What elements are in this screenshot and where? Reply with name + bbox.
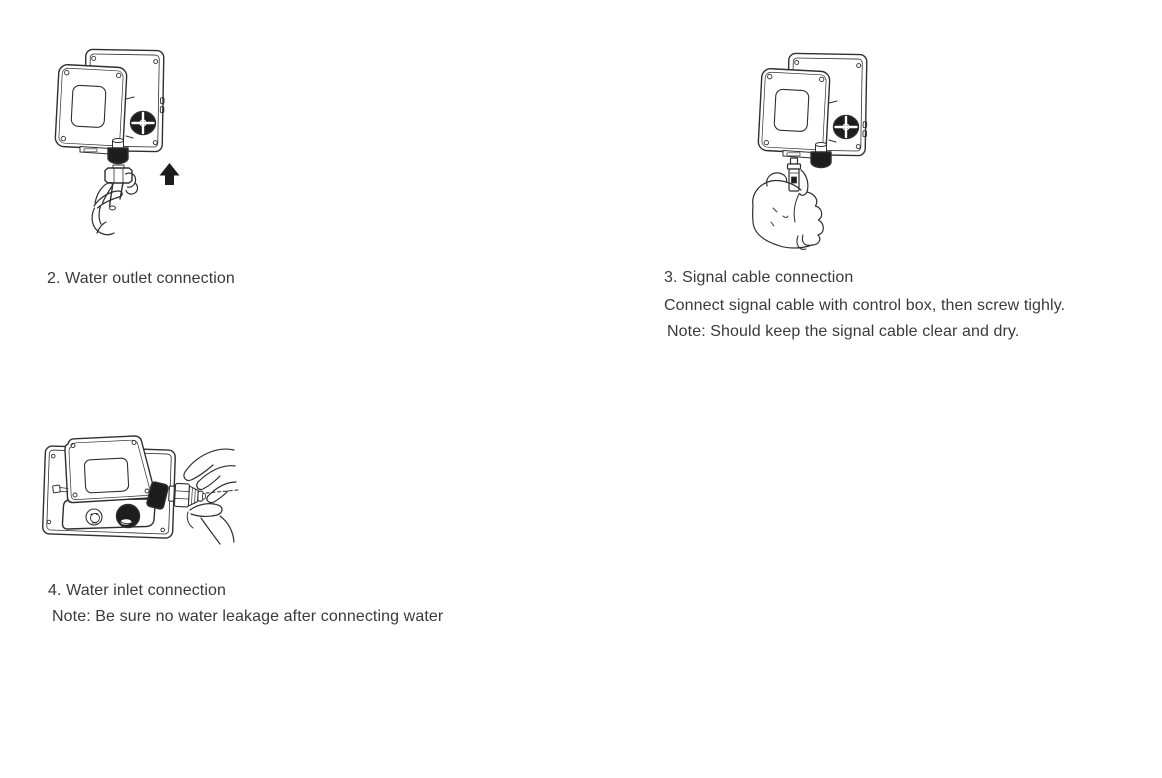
flow-adjust-knob-icon — [834, 116, 859, 139]
step3-instruction: Connect signal cable with control box, then screw tighly. — [664, 297, 1066, 314]
signal-port — [86, 509, 102, 525]
water-outlet-illustration-svg — [48, 42, 183, 237]
step3-note: Note: Should keep the signal cable clear and dry. — [667, 323, 1020, 340]
water-outlet-illustration — [48, 42, 183, 237]
step4-title: 4. Water inlet connection — [48, 582, 226, 599]
up-arrow-icon — [160, 163, 180, 185]
step3-title: 3. Signal cable connection — [664, 269, 854, 286]
signal-cable-illustration — [743, 46, 883, 256]
flow-adjust-knob-icon — [131, 112, 156, 135]
step2-title: 2. Water outlet connection — [47, 270, 235, 287]
control-box — [65, 436, 155, 503]
bottom-knob-icon — [117, 505, 140, 528]
control-box — [55, 64, 127, 149]
signal-cable-illustration-svg — [743, 46, 883, 256]
hand-icon — [753, 170, 824, 248]
inlet-hose-fitting — [168, 483, 206, 508]
signal-cable-plug — [788, 158, 801, 191]
step4-note: Note: Be sure no water leakage after connecting water — [52, 608, 444, 625]
control-box-bottom — [62, 499, 155, 529]
water-inlet-illustration — [38, 432, 243, 550]
water-inlet-illustration-svg — [38, 432, 243, 550]
control-box — [758, 68, 830, 153]
